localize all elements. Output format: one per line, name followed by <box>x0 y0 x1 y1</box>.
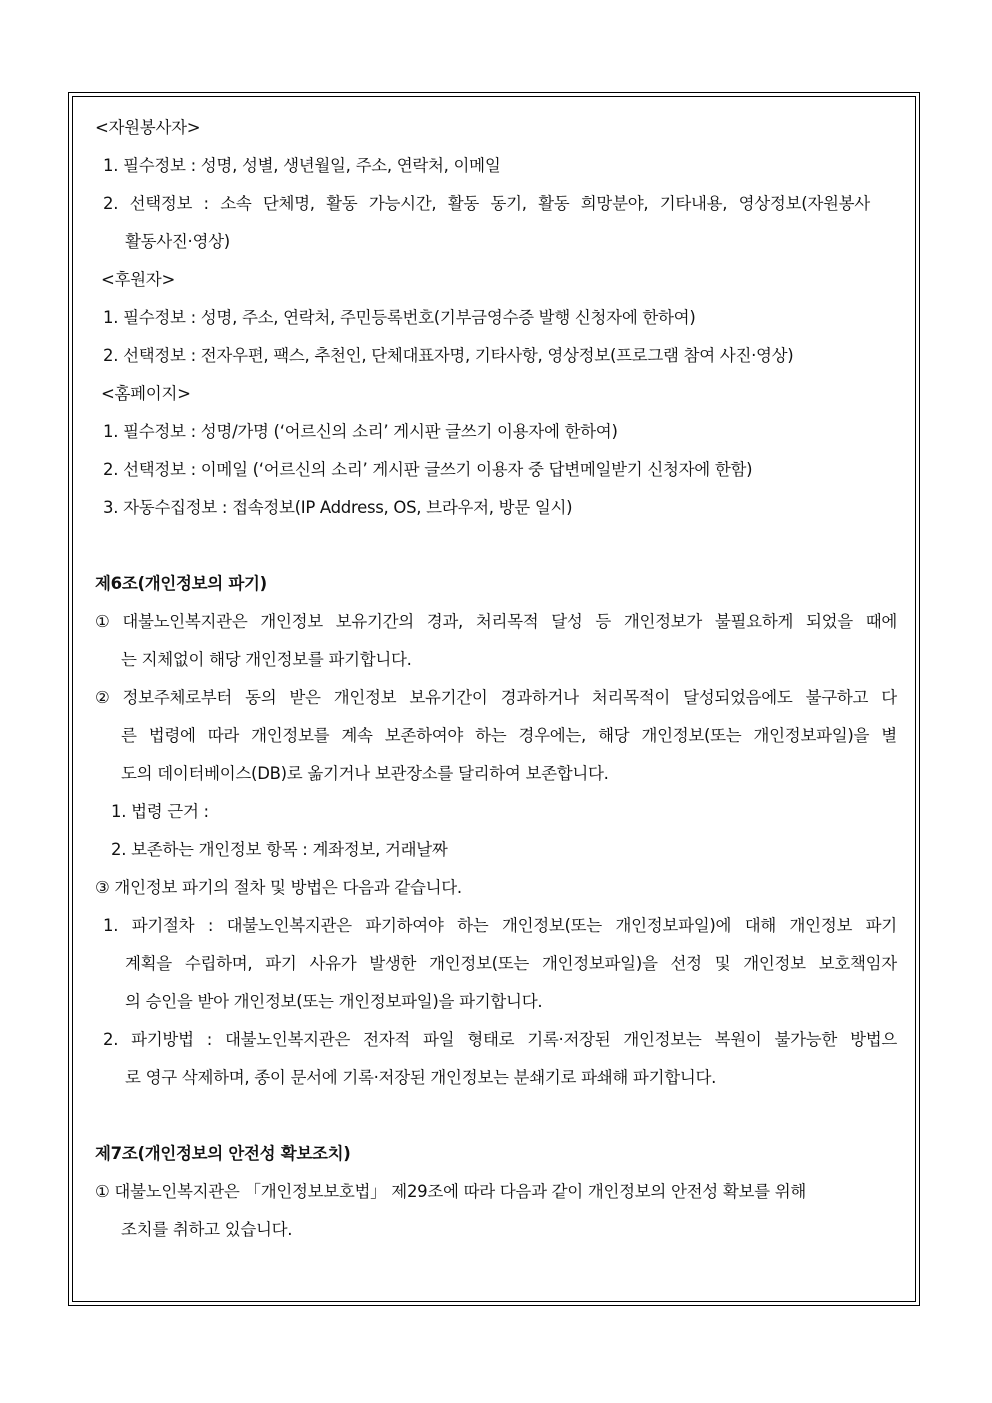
volunteer-heading: <자원봉사자> <box>95 118 201 137</box>
word: 선택정보 <box>129 194 193 213</box>
word: 보유기간이 <box>409 688 488 707</box>
word: 파기방법 <box>131 1030 194 1049</box>
word: 단체명, <box>262 194 315 213</box>
word: 파일 <box>423 1030 455 1049</box>
word: 되었을 <box>805 612 853 631</box>
word: : <box>203 194 209 213</box>
word: 개인정보파일)을 <box>541 954 658 973</box>
word: 등 <box>595 612 612 631</box>
article6-procedure-line3: 의 승인을 받아 개인정보(또는 개인정보파일)을 파기합니다. <box>125 992 543 1011</box>
article7-para1-line2: 조치를 취하고 있습니다. <box>121 1220 293 1239</box>
word: 계속 <box>341 726 373 745</box>
word: 복원이 <box>714 1030 762 1049</box>
article6-para3: ③ 개인정보 파기의 절차 및 방법은 다음과 같습니다. <box>95 878 462 897</box>
article6-method-line1 <box>103 1029 897 1051</box>
article7-para1-line1: ① 대불노인복지관은 「개인정보보호법」 제29조에 따라 다음과 같이 개인정보의 안전성 확보를 위해 <box>95 1182 807 1201</box>
article6-para2-line2 <box>121 725 897 747</box>
word: 형태로 <box>467 1030 515 1049</box>
word: 소속 <box>220 194 252 213</box>
word: 달성 <box>551 612 583 631</box>
homepage-heading: <홈페이지> <box>101 384 191 403</box>
word: 대해 <box>744 916 776 935</box>
article6-para2-line1 <box>95 687 897 709</box>
word: 개인정보 <box>333 688 397 707</box>
word: 기록·저장된 <box>527 1030 611 1049</box>
word: 경과, <box>426 612 463 631</box>
word: 받은 <box>289 688 321 707</box>
word: 대불노인복지관은 <box>224 1030 351 1049</box>
word: 개인정보파일)을 <box>753 726 870 745</box>
word: 처리목적이 <box>591 688 671 707</box>
article6-title: 제6조(개인정보의 파기) <box>95 574 267 593</box>
word: 개인정보 <box>743 954 806 973</box>
word: 른 <box>121 726 137 745</box>
word: 대불노인복지관은 <box>122 612 248 631</box>
word: 계획을 <box>125 954 172 973</box>
volunteer-required-info: 1. 필수정보 : 성명, 성별, 생년월일, 주소, 연락처, 이메일 <box>103 156 501 175</box>
word: 동의 <box>245 688 277 707</box>
word: 1. <box>103 916 119 935</box>
word: 개인정보를 <box>251 726 330 745</box>
word: 전자적 <box>363 1030 411 1049</box>
word: 개인정보(또는 <box>641 726 742 745</box>
word: 보유기간의 <box>335 612 414 631</box>
word: ② <box>95 688 110 707</box>
word: 개인정보(또는 <box>429 954 530 973</box>
word: 가능시간, <box>368 194 437 213</box>
word: 다 <box>881 688 897 707</box>
word: ① <box>95 612 110 631</box>
word: 파기 <box>865 916 897 935</box>
word: 파기 <box>265 954 297 973</box>
word: 파기절차 <box>131 916 195 935</box>
word: 선정 <box>670 954 702 973</box>
word: 수립하며, <box>184 954 253 973</box>
sponsor-optional-info: 2. 선택정보 : 전자우편, 팩스, 추천인, 단체대표자명, 기타사항, 영상정보(프로그램 참여 사진·영상) <box>103 346 794 365</box>
homepage-optional-info: 2. 선택정보 : 이메일 (‘어르신의 소리’ 게시판 글쓰기 이용자 중 답변메일받기 신청자에 한함) <box>103 460 753 479</box>
word: 보호책임자 <box>818 954 897 973</box>
word: 불필요하게 <box>714 612 794 631</box>
volunteer-optional-info-line1 <box>103 193 870 215</box>
word: 경우에는, <box>518 726 586 745</box>
word: 불구하고 <box>805 688 869 707</box>
word: : <box>207 916 214 935</box>
word: 개인정보 <box>260 612 323 631</box>
word: 처리목적 <box>475 612 539 631</box>
sponsor-required-info: 1. 필수정보 : 성명, 주소, 연락처, 주민등록번호(기부금영수증 발행 신청자에 한하여) <box>103 308 696 327</box>
sponsor-heading: <후원자> <box>101 270 175 289</box>
article6-para2-line3: 도의 데이터베이스(DB)로 옮기거나 보관장소를 달리하여 보존합니다. <box>121 764 609 783</box>
word: 별 <box>881 726 897 745</box>
word: : <box>206 1030 212 1049</box>
article6-legal-basis: 1. 법령 근거 : <box>111 802 209 821</box>
word: 개인정보파일)에 <box>615 916 732 935</box>
word: 해당 <box>598 726 630 745</box>
word: 방법으 <box>850 1030 897 1049</box>
word: 영상정보(자원봉사 <box>738 194 870 213</box>
word: 및 <box>714 954 731 973</box>
word: 법령에 <box>148 726 196 745</box>
word: 개인정보가 <box>623 612 703 631</box>
word: 하는 <box>475 726 507 745</box>
word: 때에 <box>865 612 897 631</box>
article6-para1-line1 <box>95 611 897 633</box>
volunteer-optional-info-line2: 활동사진·영상) <box>125 232 230 251</box>
homepage-auto-collected-info: 3. 자동수집정보 : 접속정보(IP Address, OS, 브라우저, 방문 일시) <box>103 498 573 517</box>
article6-retained-items: 2. 보존하는 개인정보 항목 : 계좌정보, 거래날짜 <box>111 840 448 859</box>
word: 개인정보(또는 <box>501 916 602 935</box>
article7-title: 제7조(개인정보의 안전성 확보조치) <box>95 1144 351 1163</box>
article6-method-line2: 로 영구 삭제하며, 종이 문서에 기록·저장된 개인정보는 분쇄기로 파쇄해 파기합니다. <box>125 1068 717 1087</box>
word: 하는 <box>457 916 489 935</box>
word: 경과하거나 <box>500 688 579 707</box>
word: 정보주체로부터 <box>122 688 233 707</box>
word: 개인정보 <box>789 916 853 935</box>
word: 발생한 <box>369 954 417 973</box>
article6-procedure-line2 <box>125 953 897 975</box>
word: 2. <box>103 194 119 213</box>
word: 2. <box>103 1030 119 1049</box>
article6-procedure-line1 <box>103 915 897 937</box>
word: 개인정보는 <box>623 1030 702 1049</box>
word: 불가능한 <box>774 1030 838 1049</box>
word: 사유가 <box>309 954 357 973</box>
word: 달성되었음에도 <box>683 688 793 707</box>
word: 동기, <box>490 194 527 213</box>
word: 기타내용, <box>659 194 728 213</box>
word: 활동 <box>447 194 480 213</box>
word: 대불노인복지관은 <box>226 916 352 935</box>
word: 희망분야, <box>580 194 649 213</box>
word: 보존하여야 <box>384 726 463 745</box>
word: 활동 <box>538 194 570 213</box>
word: 따라 <box>207 726 240 745</box>
homepage-required-info: 1. 필수정보 : 성명/가명 (‘어르신의 소리’ 게시판 글쓰기 이용자에 한하여) <box>103 422 618 441</box>
word: 파기하여야 <box>365 916 444 935</box>
article6-para1-line2: 는 지체없이 해당 개인정보를 파기합니다. <box>121 650 412 669</box>
word: 활동 <box>326 194 358 213</box>
